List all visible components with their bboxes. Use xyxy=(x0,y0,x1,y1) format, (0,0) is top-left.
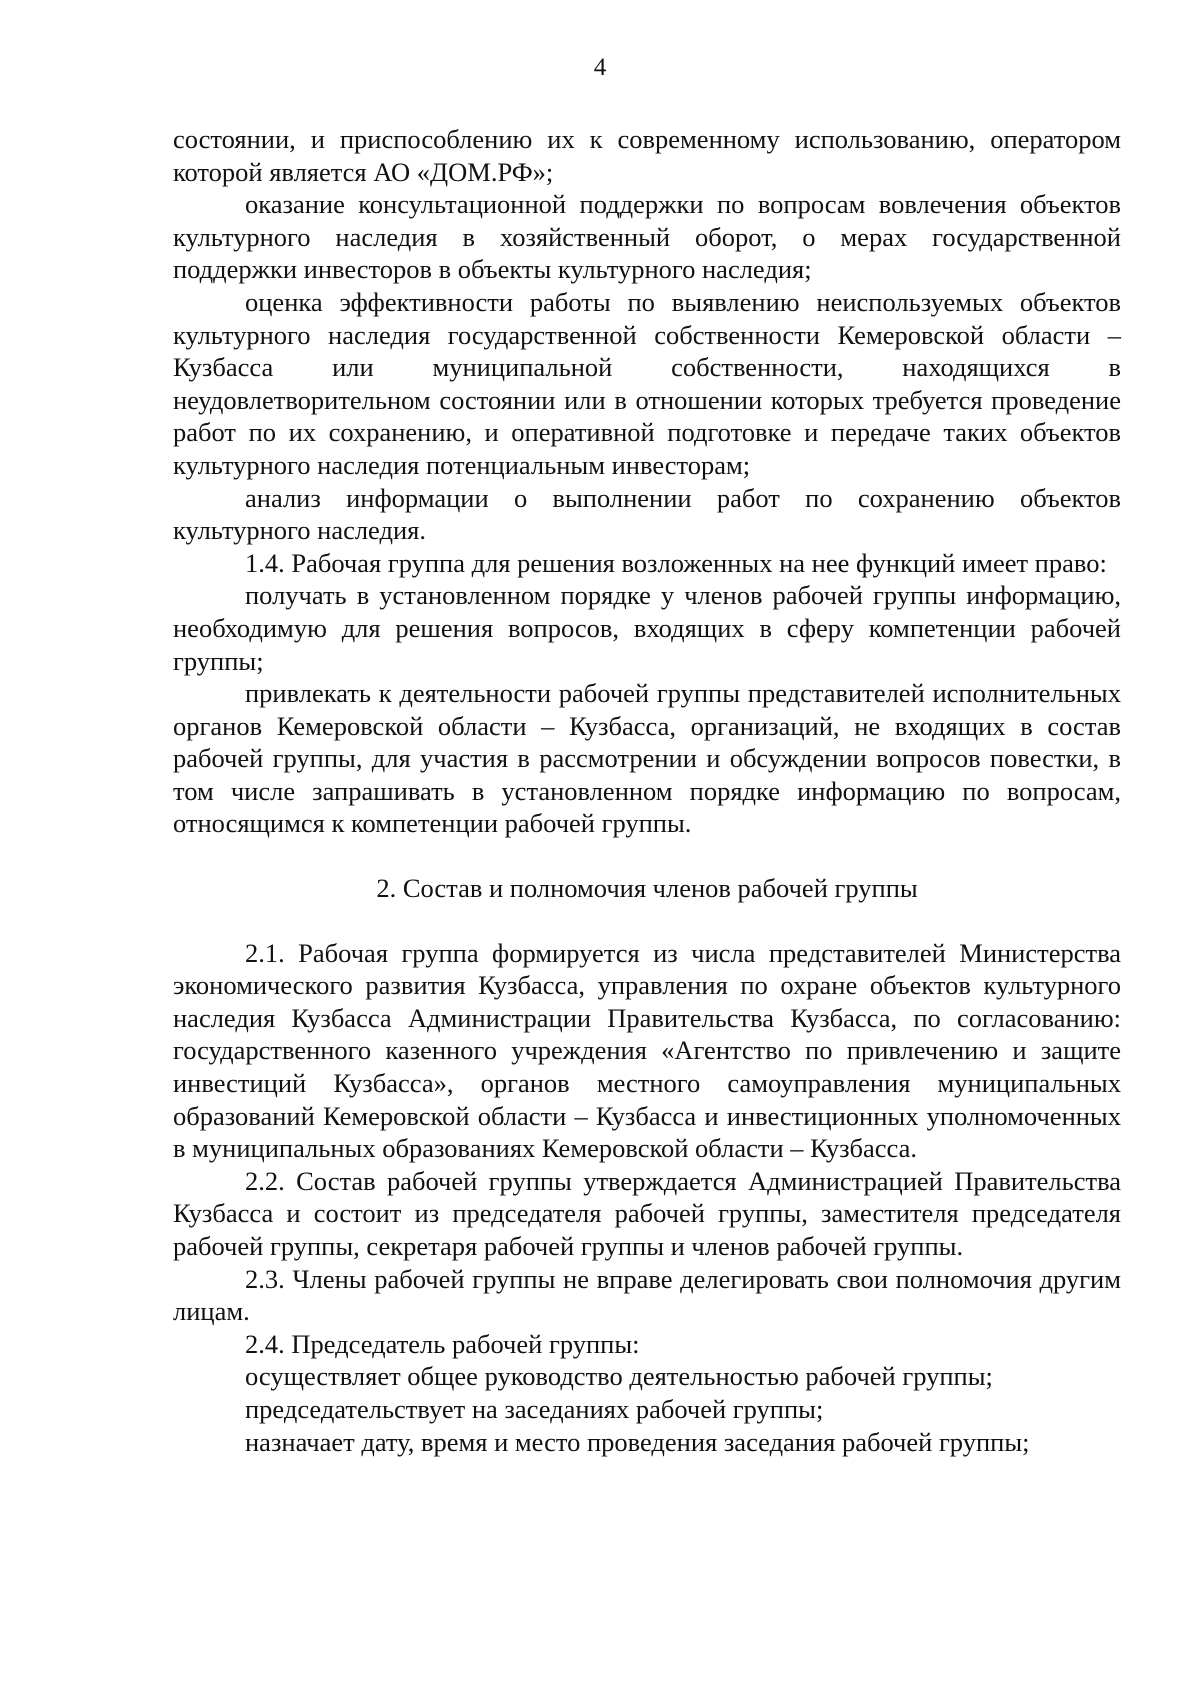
section-heading: 2. Состав и полномочия членов рабочей группы xyxy=(376,873,918,904)
page-number: 4 xyxy=(593,54,607,81)
document-body xyxy=(173,123,1121,1458)
paragraph: анализ информации о выполнении работ по сохранению объектов культурного наследия. xyxy=(173,482,1121,546)
paragraph: 2.4. Председатель рабочей группы: xyxy=(245,1328,640,1359)
paragraph: 1.4. Рабочая группа для решения возложенных на нее функций имеет право: xyxy=(245,547,1107,578)
paragraph: 2.1. Рабочая группа формируется из числа представителей Министерства экономического развития Кузбасса, управления по охране объектов культурного наследия Кузбасса Администрации Правительства Кузбасса, по согласованию: государственного казенного учреждения «Агентство по привлечению и защите инвестиций Кузбасса», органов местного самоуправления муниципальных образований Кемеровской области – Кузбасса и инвестиционных уполномоченных в муниципальных образованиях Кемеровской области – Кузбасса. xyxy=(173,937,1121,1164)
paragraph: осуществляет общее руководство деятельностью рабочей группы; xyxy=(245,1361,993,1392)
paragraph: получать в установленном порядке у членов рабочей группы информацию, необходимую для решения вопросов, входящих в сферу компетенции рабочей группы; xyxy=(173,580,1121,676)
paragraph: оценка эффективности работы по выявлению неиспользуемых объектов культурного наследия государственной собственности Кемеровской области – Кузбасса или муниципальной собственности, находящихся в неудовлетворительном состоянии или в отношении которых требуется проведение работ по их сохранению, и оперативной подготовке и передаче таких объектов культурного наследия потенциальным инвесторам; xyxy=(173,286,1121,480)
paragraph: назначает дату, время и место проведения заседания рабочей группы; xyxy=(245,1426,1030,1457)
paragraph: председательствует на заседаниях рабочей группы; xyxy=(245,1393,824,1424)
paragraph: 2.3. Члены рабочей группы не вправе делегировать свои полномочия другим лицам. xyxy=(173,1263,1121,1327)
paragraph: состоянии, и приспособлению их к современному использованию, оператором которой является АО «ДОМ.РФ»; xyxy=(173,124,1121,187)
paragraph: привлекать к деятельности рабочей группы представителей исполнительных органов Кемеровской области – Кузбасса, организаций, не входящих в состав рабочей группы, для участия в рассмотрении и обсуждении вопросов повестки, в том числе запрашивать в установленном порядке информацию по вопросам, относящимся к компетенции рабочей группы. xyxy=(173,678,1121,839)
paragraph: 2.2. Состав рабочей группы утверждается Администрацией Правительства Кузбасса и состоит из председателя рабочей группы, заместителя председателя рабочей группы, секретаря рабочей группы и членов рабочей группы. xyxy=(173,1165,1121,1261)
paragraph: оказание консультационной поддержки по вопросам вовлечения объектов культурного наследия в хозяйственный оборот, о мерах государственной поддержки инвесторов в объекты культурного наследия; xyxy=(173,189,1121,285)
